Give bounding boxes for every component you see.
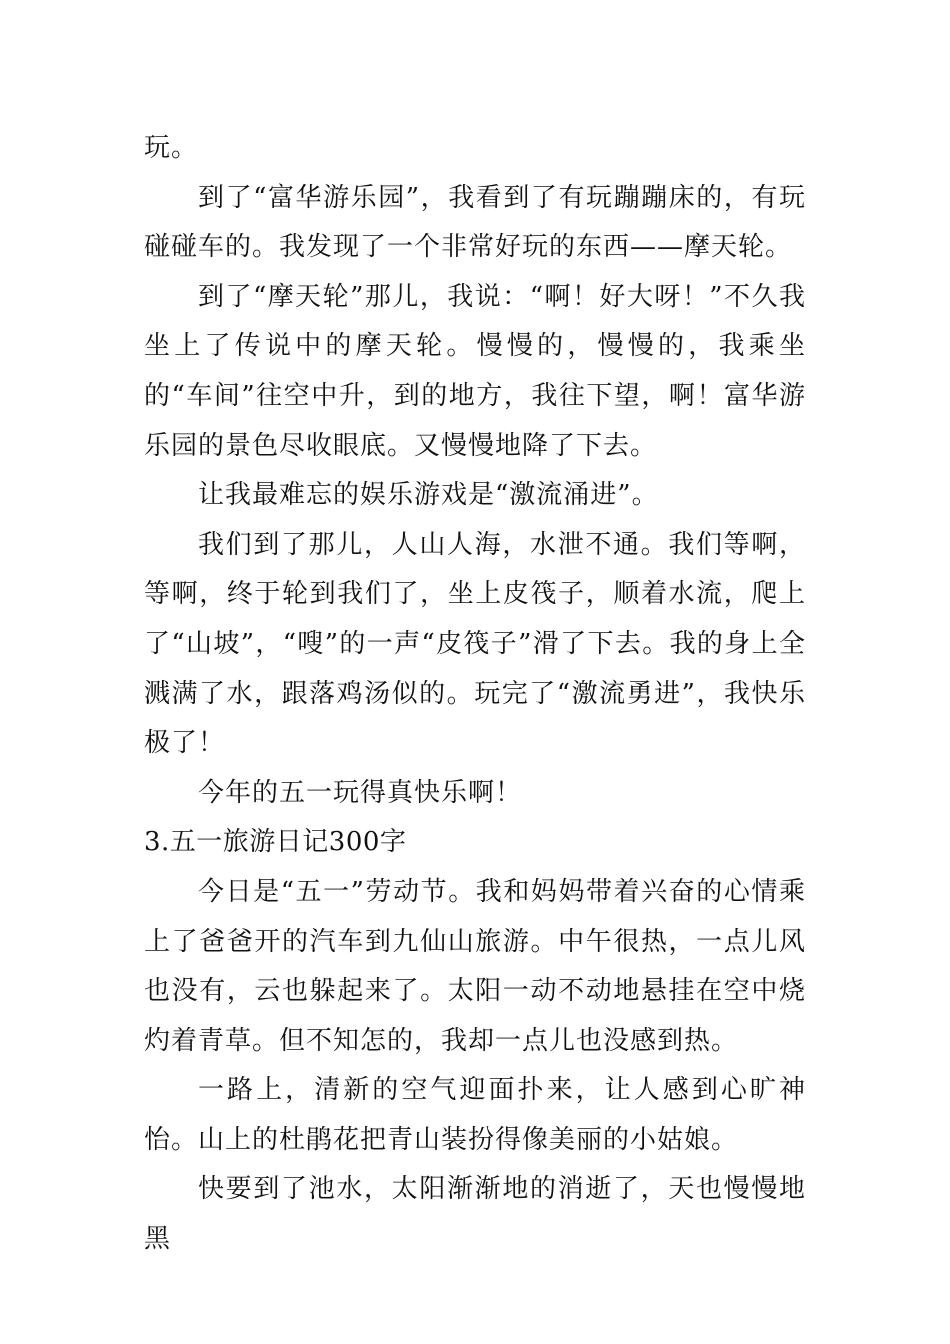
section-heading: 3.五一旅游日记300字: [144, 827, 407, 858]
paragraph-conclusion: 今年的五一玩得真快乐啊！: [198, 777, 523, 808]
paragraph-amusement-park: 到了“富华游乐园”，我看到了有玩蹦蹦床的，有玩碰碰车的。我发现了一个非常好玩的东西——摩天轮。: [144, 182, 806, 263]
paragraph-on-the-road: 一路上，清新的空气迎面扑来，让人感到心旷神怡。山上的杜鹃花把青山装扮得像美丽的小姑娘。: [144, 1075, 806, 1155]
paragraph-memorable-ride: 让我最难忘的娱乐游戏是“激流涌进”。: [198, 480, 659, 511]
paragraph-rapids-ride: 我们到了那儿，人山人海，水泄不通。我们等啊，等啊，终于轮到我们了，坐上皮筏子，顺着水流，爬上了“山坡”，“嗖”的一声“皮筏子”滑了下去。我的身上全溅满了水，跟落鸡汤似的。玩完了“激流勇进”，我快乐极了！: [144, 529, 806, 759]
paragraph-dusk: 快要到了池水，太阳渐渐地的消逝了，天也慢慢地黑: [144, 1174, 806, 1255]
document-body: [144, 124, 806, 1265]
paragraph-labor-day: 今日是“五一”劳动节。我和妈妈带着兴奋的心情乘上了爸爸开的汽车到九仙山旅游。中午很热，一点儿风也没有，云也躲起来了。太阳一动不动地悬挂在空中烧灼着青草。但不知怎的，我却一点儿也没感到热。: [144, 876, 806, 1056]
paragraph-ferris-wheel: 到了“摩天轮”那儿，我说：“啊！好大呀！”不久我坐上了传说中的摩天轮。慢慢的，慢慢的，我乘坐的“车间”往空中升，到的地方，我往下望，啊！富华游乐园的景色尽收眼底。又慢慢地降了下去。: [144, 281, 806, 461]
paragraph-continuation: 玩。: [144, 133, 199, 163]
